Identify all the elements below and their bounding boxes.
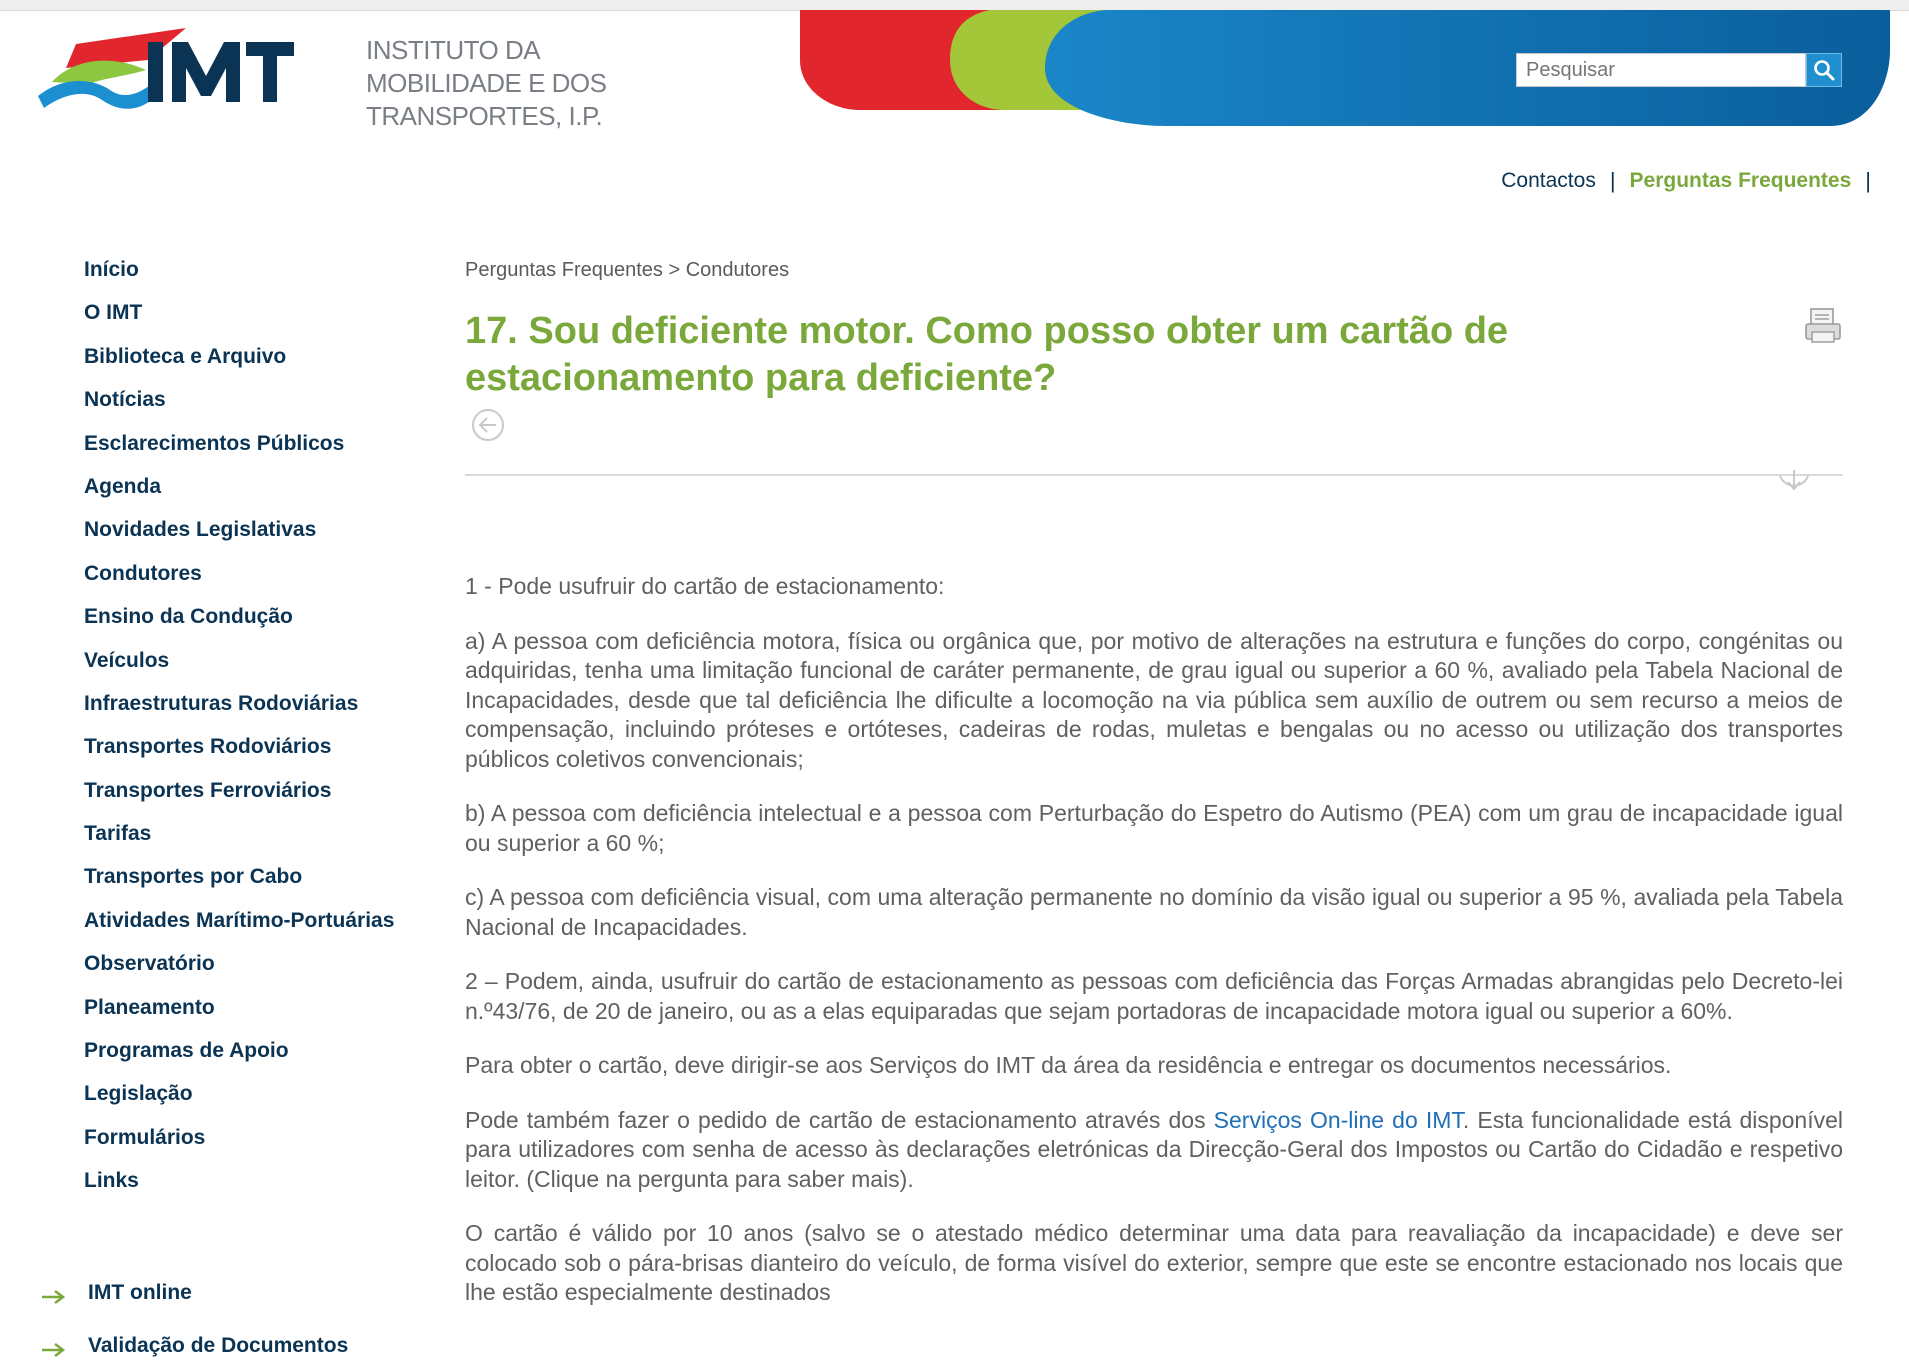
- sidebar-item-agenda[interactable]: Agenda: [84, 474, 162, 498]
- logo-text-line-2: MOBILIDADE E DOS: [366, 68, 607, 98]
- imt-online-label: IMT online: [88, 1280, 192, 1304]
- sidebar-nav: [84, 256, 444, 1211]
- content-divider: [465, 474, 1843, 476]
- green-arrow-icon: [40, 1289, 88, 1305]
- sidebar-item-veiculos[interactable]: Veículos: [84, 648, 170, 672]
- article-paragraph-validade: O cartão é válido por 10 anos (salvo se o atestado médico determinar uma data para reavaliação da incapacidade) e deve ser colocado sob o pára-brisas dianteiro do veículo, de forma visível do exterior, sempre que este se encontre estacionado nos locais que lhe estão especialmente destinados: [465, 1220, 1843, 1305]
- article-paragraph-c: c) A pessoa com deficiência visual, com uma alteração permanente no domínio da visão igual ou superior a 95 %, avaliada pela Tabela Nacional de Incapacidades.: [465, 884, 1843, 940]
- print-icon[interactable]: [1803, 306, 1843, 351]
- sidebar-item-inicio[interactable]: Início: [84, 258, 139, 281]
- servicos-online-link[interactable]: Serviços On-line do IMT: [1213, 1106, 1463, 1133]
- article-paragraph-obter: Para obter o cartão, deve dirigir-se aos Serviços do IMT da área da residência e entregar os documentos necessários.: [465, 1052, 1672, 1078]
- online-text-before: Pode também fazer o pedido de cartão de estacionamento através dos: [465, 1106, 1214, 1133]
- top-links: [1501, 168, 1885, 194]
- sidebar-item-novidades[interactable]: Novidades Legislativas: [84, 518, 317, 542]
- article-body: [465, 572, 1843, 1333]
- imt-logo[interactable]: [36, 26, 607, 136]
- online-text-after: . Esta funcionalidade está disponível para utilizadores com senha de acesso às declarações eletrónicas da Direcção-Geral dos Impostos ou Cartão do Cidadão e respetivo leitor. (Clique na pergunta para saber mais).: [465, 1106, 1844, 1192]
- article-paragraph-a: a) A pessoa com deficiência motora, física ou orgânica que, por motivo de alterações na estrutura e funções do corpo, congénitas ou adquiridas, tenha uma limitação funcional de caráter permanente, de grau igual ou superior a 60 %, avaliado pela Tabela Nacional de Incapacidades, desde que tal deficiência lhe dificulte a locomoção na via pública sem auxílio de outrem ou sem recurso a meios de compensação, incluindo próteses e ortóteses, cadeiras de rodas, muletas e bengalas ou no acesso ou utilização dos transportes públicos coletivos convencionais;: [465, 627, 1843, 772]
- search-input[interactable]: [1516, 53, 1806, 87]
- sidebar-item-observatorio[interactable]: Observatório: [84, 952, 215, 976]
- sidebar-item-infraestruturas[interactable]: Infraestruturas Rodoviárias: [84, 691, 359, 715]
- validacao-documentos-link[interactable]: [40, 1319, 440, 1372]
- sidebar-item-noticias[interactable]: Notícias: [84, 388, 166, 412]
- breadcrumb: Perguntas Frequentes > Condutores: [465, 259, 790, 281]
- contactos-link[interactable]: Contactos: [1501, 169, 1596, 192]
- article-paragraph-online: [465, 1106, 1843, 1195]
- imt-logo-mark: [36, 26, 356, 126]
- article-paragraph-b: b) A pessoa com deficiência intelectual e a pessoa com Perturbação do Espetro do Autismo (PEA) com um grau de incapacidade igual ou superior a 60 %;: [465, 800, 1843, 856]
- imt-online-link[interactable]: [40, 1266, 440, 1319]
- page-title: 17. Sou deficiente motor. Como posso obter um cartão de estacionamento para deficiente?: [465, 310, 1509, 399]
- sidebar-item-planeamento[interactable]: Planeamento: [84, 995, 215, 1019]
- logo-text-line-3: TRANSPORTES, I.P.: [366, 101, 603, 131]
- sidebar-item-programas-apoio[interactable]: Programas de Apoio: [84, 1039, 289, 1063]
- validacao-documentos-label: Validação de Documentos: [88, 1333, 349, 1357]
- article-paragraph-1: 1 - Pode usufruir do cartão de estacionamento:: [465, 573, 945, 599]
- logo-institute-name: [366, 34, 607, 133]
- sidebar-item-biblioteca[interactable]: Biblioteca e Arquivo: [84, 344, 287, 368]
- sidebar-item-ensino[interactable]: Ensino da Condução: [84, 605, 293, 629]
- sidebar-item-transportes-cabo[interactable]: Transportes por Cabo: [84, 865, 303, 889]
- sidebar-item-transportes-rodoviarios[interactable]: Transportes Rodoviários: [84, 735, 332, 759]
- sidebar-item-esclarecimentos[interactable]: Esclarecimentos Públicos: [84, 431, 345, 455]
- sidebar-item-tarifas[interactable]: Tarifas: [84, 822, 152, 846]
- main-content: [465, 256, 1844, 1305]
- sidebar-item-transportes-ferroviarios[interactable]: Transportes Ferroviários: [84, 778, 332, 802]
- down-arrow-icon[interactable]: [1777, 466, 1811, 505]
- magnifier-icon: [1812, 58, 1836, 82]
- search-button[interactable]: [1806, 53, 1842, 87]
- perguntas-frequentes-link[interactable]: Perguntas Frequentes: [1629, 169, 1852, 192]
- external-links: [40, 1266, 440, 1372]
- sidebar-item-links[interactable]: Links: [84, 1169, 139, 1193]
- sidebar-item-maritimo-portuarias[interactable]: Atividades Marítimo-Portuárias: [84, 908, 395, 932]
- top-links-separator: |: [1609, 168, 1616, 193]
- back-arrow-icon[interactable]: [471, 408, 505, 447]
- sidebar-item-legislacao[interactable]: Legislação: [84, 1082, 193, 1106]
- sidebar-item-formularios[interactable]: Formulários: [84, 1125, 206, 1149]
- sidebar-item-o-imt[interactable]: O IMT: [84, 301, 143, 325]
- article-paragraph-2: 2 – Podem, ainda, usufruir do cartão de estacionamento as pessoas com deficiência das Forças Armadas abrangidas pelo Decreto-lei n.º43/76, de 20 de janeiro, ou as a elas equiparadas que sejam portadoras de incapacidade motora igual ou superior a 60%.: [465, 968, 1843, 1024]
- sidebar-item-condutores[interactable]: Condutores: [84, 561, 202, 585]
- logo-text-line-1: INSTITUTO DA: [366, 35, 541, 65]
- top-links-separator-end: |: [1865, 168, 1871, 193]
